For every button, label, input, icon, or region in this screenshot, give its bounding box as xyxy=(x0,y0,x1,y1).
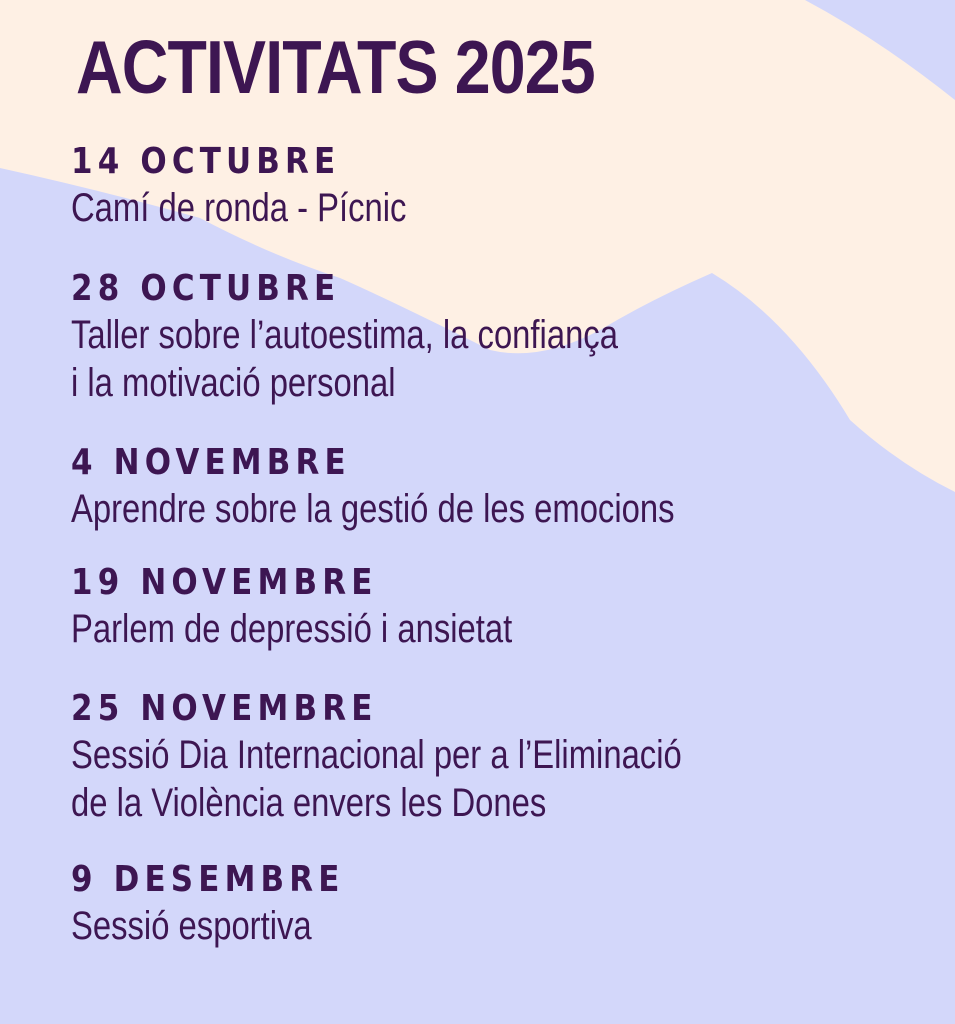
page-title: ACTIVITATS 2025 xyxy=(76,25,595,109)
event-date: 9 DESEMBRE xyxy=(71,859,345,900)
event-item xyxy=(71,687,871,827)
event-item xyxy=(71,267,871,407)
event-description: Sessió esportiva xyxy=(71,904,312,948)
event-date: 14 OCTUBRE xyxy=(71,141,341,182)
event-description: Sessió Dia Internacional per a l’Eliminació de la Violència envers les Dones xyxy=(71,733,682,825)
event-item xyxy=(71,140,871,232)
event-item xyxy=(71,561,871,653)
event-description: Camí de ronda - Pícnic xyxy=(71,186,407,230)
event-item xyxy=(71,858,871,950)
event-date: 25 NOVEMBRE xyxy=(71,688,378,729)
event-description: Taller sobre l’autoestima, la confiança i la motivació personal xyxy=(71,313,618,405)
event-description: Aprendre sobre la gestió de les emocions xyxy=(71,487,675,531)
event-date: 4 NOVEMBRE xyxy=(71,442,351,483)
event-date: 19 NOVEMBRE xyxy=(71,562,378,603)
event-item xyxy=(71,441,871,533)
event-date: 28 OCTUBRE xyxy=(71,268,341,309)
event-description: Parlem de depressió i ansietat xyxy=(71,607,513,651)
